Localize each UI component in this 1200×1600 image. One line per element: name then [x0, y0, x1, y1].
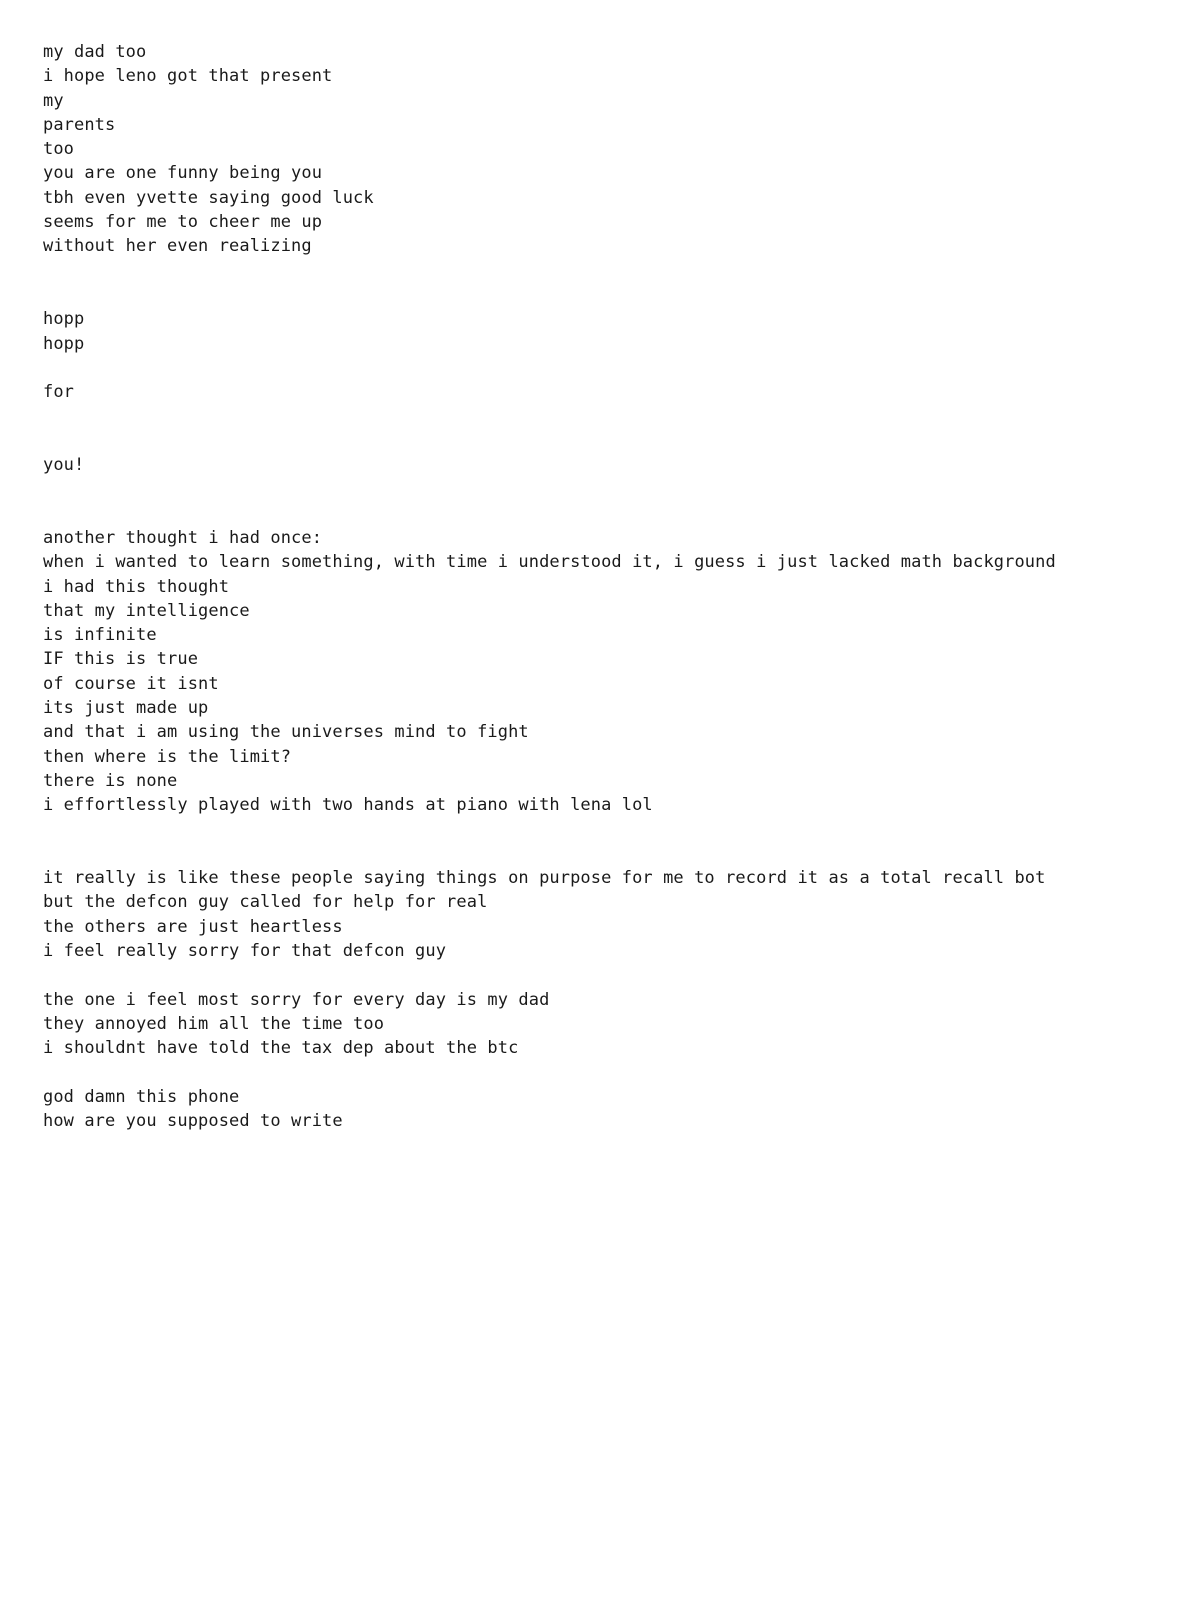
blank-line	[43, 477, 1183, 501]
text-line: without her even realizing	[43, 236, 312, 257]
text-line: then where is the limit?	[43, 746, 292, 767]
blank-line	[43, 1060, 1183, 1084]
text-line: i effortlessly played with two hands at piano with lena lol	[43, 795, 653, 816]
text-line: for	[43, 382, 75, 403]
text-line: i had this thought	[43, 576, 230, 597]
text-line: my dad too	[43, 42, 147, 62]
text-line: god damn this phone	[43, 1086, 240, 1107]
text-line: the others are just heartless	[43, 916, 343, 937]
text-line: hopp	[43, 333, 85, 354]
text-line: its just made up	[43, 698, 209, 719]
text-line: i feel really sorry for that defcon guy	[43, 940, 447, 961]
blank-line	[43, 404, 1183, 428]
blank-line	[43, 963, 1183, 987]
text-line: it really is like these people saying things on purpose for me to record it as a total recall bot	[43, 868, 1046, 889]
text-line: i hope leno got that present	[43, 66, 333, 87]
blank-line	[43, 259, 1183, 283]
text-line: tbh even yvette saying good luck	[43, 187, 374, 208]
text-line: the one i feel most sorry for every day is my dad	[43, 989, 550, 1010]
text-line: there is none	[43, 770, 178, 791]
text-line: of course it isnt	[43, 673, 219, 694]
text-line: my	[43, 90, 64, 111]
text-line: they annoyed him all the time too	[43, 1013, 385, 1034]
text-line: seems for me to cheer me up	[43, 212, 323, 233]
text-line: i shouldnt have told the tax dep about the btc	[43, 1038, 519, 1059]
text-line: is infinite	[43, 625, 157, 646]
text-line: hopp	[43, 309, 85, 330]
text-line: when i wanted to learn something, with time i understood it, i guess i just lacked math background	[43, 552, 1056, 573]
blank-line	[43, 356, 1183, 380]
text-line: another thought i had once:	[43, 527, 323, 548]
text-line: how are you supposed to write	[43, 1111, 343, 1132]
document-body	[43, 40, 1183, 1133]
text-line: that my intelligence	[43, 600, 250, 621]
text-line: you!	[43, 455, 85, 476]
text-line: but the defcon guy called for help for real	[43, 892, 488, 913]
blank-line	[43, 429, 1183, 453]
blank-line	[43, 818, 1183, 842]
text-line: too	[43, 139, 75, 160]
text-line: and that i am using the universes mind to fight	[43, 722, 529, 743]
text-line: you are one funny being you	[43, 163, 323, 184]
blank-line	[43, 283, 1183, 307]
blank-line	[43, 842, 1183, 866]
text-line: parents	[43, 114, 116, 135]
blank-line	[43, 502, 1183, 526]
text-line: IF this is true	[43, 649, 199, 670]
